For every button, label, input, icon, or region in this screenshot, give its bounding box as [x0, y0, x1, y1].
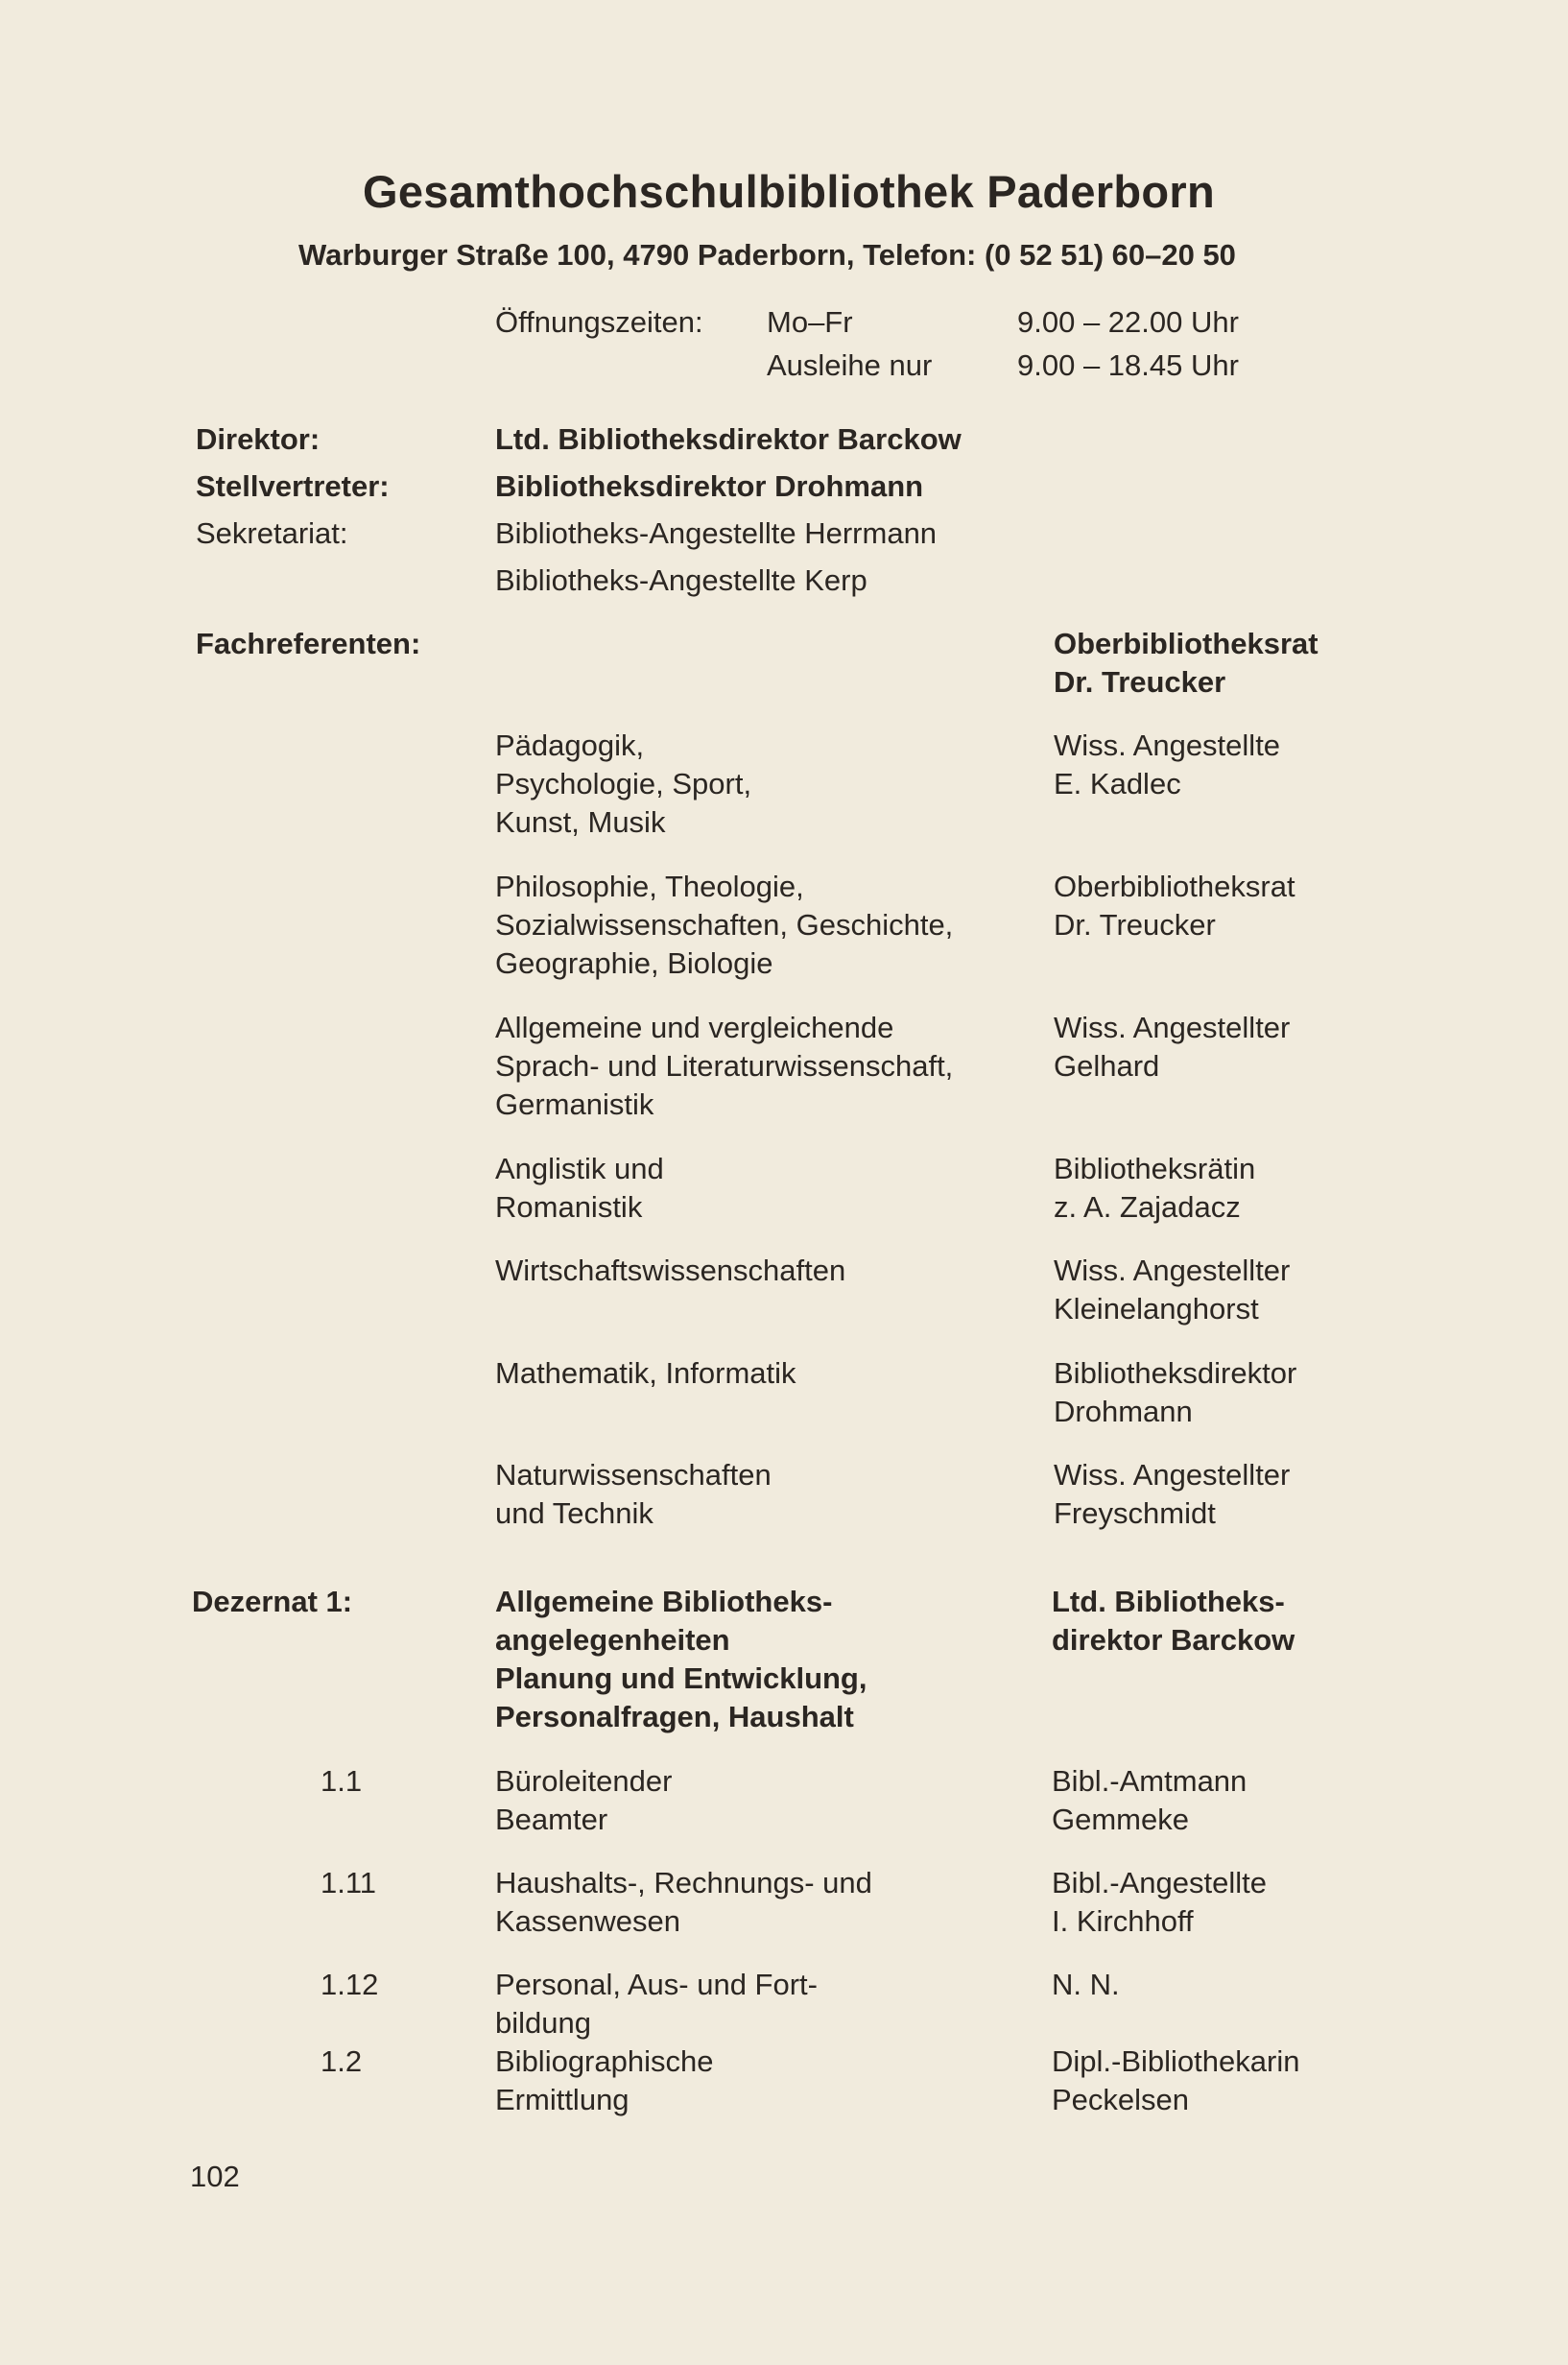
subject-cell: Pädagogik, Psychologie, Sport, Kunst, Musik [495, 729, 752, 839]
page-title: Gesamthochschulbibliothek Paderborn [363, 166, 1215, 217]
subject-cell: Bibliographische Ermittlung [495, 2044, 714, 2116]
subject-cell: Personal, Aus- und Fort- bildung [495, 1968, 818, 2040]
person-cell: Bibliotheksrätin z. A. Zajadacz [1054, 1152, 1256, 1224]
subject-cell: Mathematik, Informatik [495, 1356, 796, 1390]
person-cell: Wiss. Angestellter Freyschmidt [1054, 1458, 1291, 1530]
person-cell: Dipl.-Bibliothekarin Peckelsen [1052, 2044, 1300, 2116]
staff-name-deputy: Bibliotheksdirektor Drohmann [495, 469, 924, 503]
dezernat-row-number: 1.12 [321, 1968, 379, 2001]
person-cell: Oberbibliotheksrat Dr. Treucker [1054, 870, 1295, 942]
dezernat-label: Dezernat 1: [192, 1585, 353, 1618]
hours-time: 9.00 – 18.45 Uhr [1017, 348, 1239, 382]
dezernat-row-number: 1.1 [321, 1764, 363, 1798]
staff-name-secretariat: Bibliotheks-Angestellte Herrmann [495, 516, 938, 550]
staff-role-deputy: Stellvertreter: [196, 469, 390, 503]
address-line: Warburger Straße 100, 4790 Paderborn, Telefon: (0 52 51) 60–20 50 [298, 238, 1236, 272]
hours-time: 9.00 – 22.00 Uhr [1017, 305, 1239, 339]
staff-role-secretariat: Sekretariat: [196, 516, 348, 550]
person-cell: Wiss. Angestellter Gelhard [1054, 1011, 1291, 1083]
staff-role-director: Direktor: [196, 422, 321, 456]
person-cell: Bibl.-Angestellte I. Kirchhoff [1052, 1866, 1268, 1938]
person-cell: Wiss. Angestellter Kleinelanghorst [1054, 1254, 1291, 1326]
fachreferenten-head: Oberbibliotheksrat Dr. Treucker [1054, 627, 1319, 699]
hours-day: Mo–Fr [767, 305, 853, 339]
fachreferenten-label: Fachreferenten: [196, 627, 421, 660]
page-number: 102 [190, 2160, 240, 2193]
subject-cell: Haushalts-, Rechnungs- und Kassenwesen [495, 1866, 872, 1938]
subject-cell: Anglistik und Romanistik [495, 1152, 664, 1224]
person-cell: N. N. [1052, 1968, 1120, 2001]
staff-name-secretariat-2: Bibliotheks-Angestellte Kerp [495, 563, 867, 597]
dezernat-person: Ltd. Bibliotheks- direktor Barckow [1052, 1585, 1295, 1657]
dezernat-subject: Allgemeine Bibliotheks- angelegenheiten Planung und Entwicklung, Personalfragen, Haushalt [495, 1585, 867, 1733]
dezernat-row-number: 1.2 [321, 2044, 363, 2078]
person-cell: Bibl.-Amtmann Gemmeke [1052, 1764, 1247, 1836]
person-cell: Bibliotheksdirektor Drohmann [1054, 1356, 1297, 1428]
subject-cell: Philosophie, Theologie, Sozialwissenschaften, Geschichte, Geographie, Biologie [495, 870, 954, 980]
hours-day: Ausleihe nur [767, 348, 933, 382]
subject-cell: Naturwissenschaften und Technik [495, 1458, 772, 1530]
dezernat-row-number: 1.11 [321, 1866, 377, 1899]
staff-name-director: Ltd. Bibliotheksdirektor Barckow [495, 422, 962, 456]
subject-cell: Allgemeine und vergleichende Sprach- und Literaturwissenschaft, Germanistik [495, 1011, 954, 1121]
subject-cell: Büroleitender Beamter [495, 1764, 673, 1836]
person-cell: Wiss. Angestellte E. Kadlec [1054, 729, 1281, 800]
hours-label: Öffnungszeiten: [495, 305, 703, 339]
subject-cell: Wirtschaftswissenschaften [495, 1254, 846, 1287]
